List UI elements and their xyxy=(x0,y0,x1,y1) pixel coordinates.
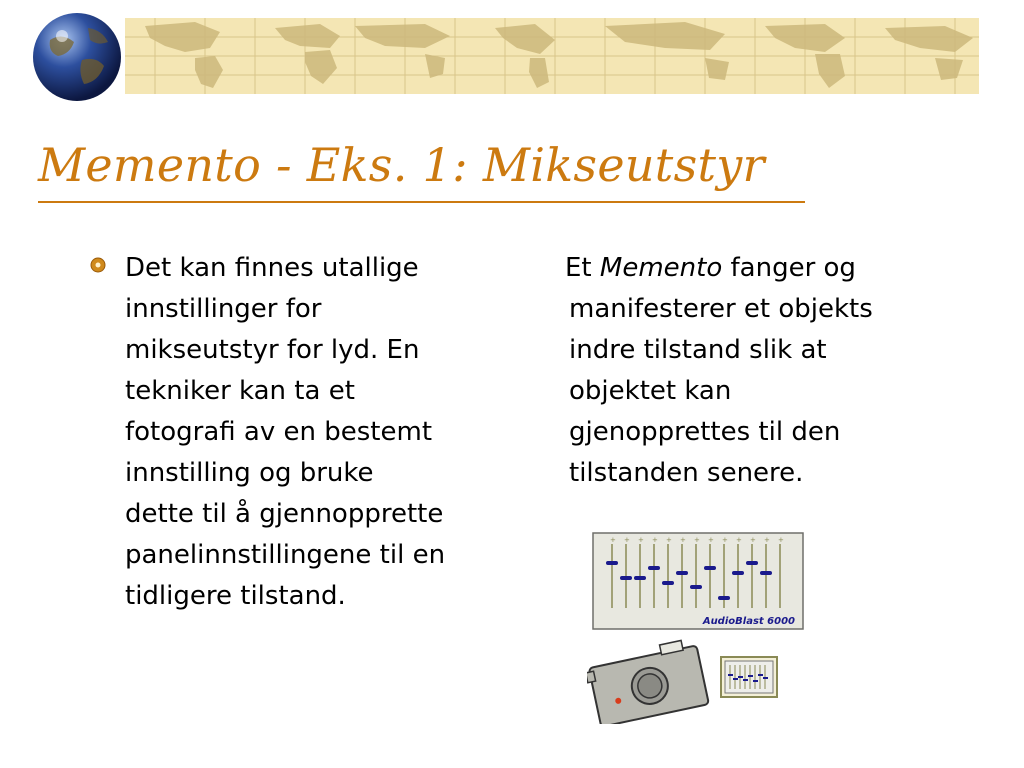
svg-text:+: + xyxy=(638,536,644,544)
svg-text:+: + xyxy=(694,536,700,544)
map-banner xyxy=(125,18,979,94)
mixer-label: AudioBlast 6000 xyxy=(702,616,795,627)
world-map-icon xyxy=(125,18,979,94)
svg-text:+: + xyxy=(708,536,714,544)
memento-emphasis: Memento xyxy=(599,253,723,283)
right-prefix: Et xyxy=(565,253,600,283)
svg-text:+: + xyxy=(722,536,728,544)
svg-text:+: + xyxy=(680,536,686,544)
camera-icon xyxy=(587,634,712,724)
right-column-text xyxy=(545,248,945,494)
svg-text:+: + xyxy=(624,536,630,544)
svg-text:+: + xyxy=(652,536,658,544)
mixer-thumbnail xyxy=(720,656,778,698)
svg-text:+: + xyxy=(736,536,742,544)
title-underline xyxy=(38,201,805,203)
svg-text:+: + xyxy=(610,536,616,544)
svg-text:+: + xyxy=(666,536,672,544)
left-bullet-text: Det kan finnes utallige innstillinger for mikseutstyr for lyd. En tekniker kan ta et fotografi av en bestemt innstilling og bruke dette til å gjennopprette panelinnstillingene til en tidligere tilstand. xyxy=(125,253,446,611)
right-line-3: indre tilstand slik at xyxy=(569,335,827,365)
right-line-6: tilstanden senere. xyxy=(569,458,804,488)
globe-icon xyxy=(32,12,122,102)
bullet-icon xyxy=(90,257,106,273)
right-line-2: manifesterer et objekts xyxy=(569,294,873,324)
right-line1-rest: fanger og xyxy=(722,253,856,283)
mixer-panel xyxy=(592,532,804,630)
right-line-4: objektet kan xyxy=(569,376,732,406)
slide-title: Memento - Eks. 1: Mikseutstyr xyxy=(38,138,765,192)
svg-text:+: + xyxy=(750,536,756,544)
svg-text:+: + xyxy=(778,536,784,544)
right-line-5: gjenopprettes til den xyxy=(569,417,841,447)
svg-text:+: + xyxy=(764,536,770,544)
right-line-1 xyxy=(545,248,945,289)
